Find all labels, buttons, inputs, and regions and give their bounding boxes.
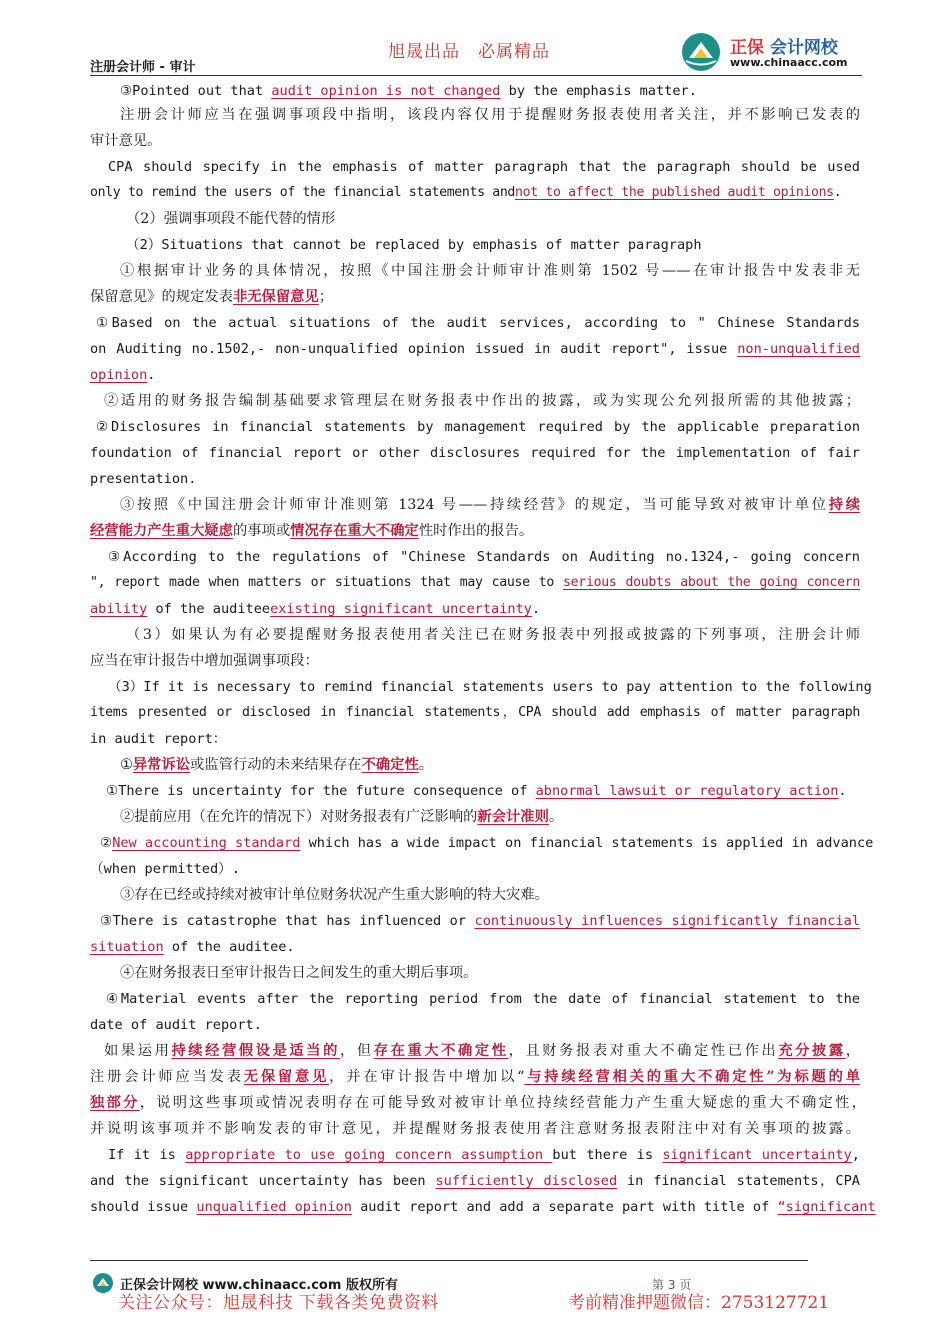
text-line: situation of the auditee.	[90, 939, 295, 955]
text-line: ③存在已经或持续对被审计单位财务状况产生重大影响的特大灾难。	[120, 887, 549, 903]
page-number: 第 3 页	[652, 1278, 692, 1292]
text-line: 独部分，说明这些事项或情况表明存在可能导致对被审计单位持续经营能力产生重大疑虑的重大不确定性，	[90, 1095, 867, 1111]
text-line: ②New accounting standard which has a wide impact on financial statements is applied in advance	[100, 835, 874, 851]
section-heading: （2）强调事项段不能代替的情形	[126, 211, 336, 227]
text-line: If it is appropriate to use going concern assumption but there is significant uncertainty,	[108, 1147, 860, 1163]
text-line: 注册会计师应当发表无保留意见，并在审计报告中增加以“与持续经营相关的重大不确定性”为标题的单	[90, 1069, 860, 1085]
slogan-part-2: 必属精品	[478, 42, 550, 62]
text-line: ①异常诉讼或监管行动的未来结果存在不确定性。	[120, 757, 434, 773]
text-line: 应当在审计报告中增加强调事项段：	[90, 653, 319, 669]
text-line: ②提前应用（在允许的情况下）对财务报表有广泛影响的新会计准则。	[120, 809, 564, 825]
text-line: ", report made when matters or situations that may cause to serious doubts about the going concern	[90, 575, 860, 590]
slogan-part-1: 旭晟出品	[388, 42, 460, 62]
text-line: （3）如果认为有必要提醒财务报表使用者关注已在财务报表中列报或披露的下列事项，注册会计师	[126, 627, 860, 643]
text-line: on Auditing no.1502,- non-unqualified opinion issued in audit report", issue non-unqualified	[90, 341, 860, 357]
watermark-right: 考前精准押题微信：2753127721	[568, 1293, 830, 1313]
text-line: date of audit report.	[90, 1017, 262, 1033]
text-line: 注册会计师应当在强调事项段中指明，该段内容仅用于提醒财务报表使用者关注，并不影响已发表的	[120, 107, 860, 123]
text-line: ②Disclosures in financial statements by management required by the applicable preparation	[96, 419, 860, 435]
text-line: 如果运用持续经营假设是适当的，但存在重大不确定性，且财务报表对重大不确定性已作出充分披露，	[104, 1043, 861, 1059]
text-line: 保留意见》的规定发表非无保留意见；	[90, 289, 334, 305]
page-header	[0, 0, 950, 80]
text-line: 审计意见。	[90, 133, 162, 149]
text-line: （when permitted）.	[90, 861, 240, 877]
text-line: and the significant uncertainty has been sufficiently disclosed in financial statements，CPA	[90, 1173, 860, 1189]
text-line: ③按照《中国注册会计师审计准则第 1324 号——持续经营》的规定，当可能导致对被审计单位持续	[120, 497, 860, 513]
text-line: presentation.	[90, 471, 197, 487]
text-line: （3）If it is necessary to remind financial statements users to pay attention to the following	[108, 679, 872, 695]
section-heading: （2）Situations that cannot be replaced by emphasis of matter paragraph	[126, 237, 702, 253]
text-line: ①根据审计业务的具体情况，按照《中国注册会计师审计准则第 1502 号——在审计报告中发表非无	[120, 263, 860, 279]
text-line: items presented or disclosed in financial statements，CPA should add emphasis of matter paragraph	[90, 705, 860, 720]
watermark-left: 关注公众号：旭晟科技 下载各类免费资料	[118, 1293, 439, 1313]
text-line: CPA should specify in the emphasis of matter paragraph that the paragraph should be used	[108, 159, 860, 175]
brand-logo	[680, 30, 860, 74]
text-line: 并说明该事项并不影响发表的审计意见，并提醒财务报表使用者注意财务报表附注中对有关事项的披露。	[90, 1121, 860, 1137]
text-line: only to remind the users of the financial statements andnot to affect the published audit opinions.	[90, 185, 842, 200]
text-line: should issue unqualified opinion audit report and add a separate part with title of “significant	[90, 1199, 876, 1215]
text-line: ④在财务报表日至审计报告日之间发生的重大期后事项。	[120, 965, 478, 981]
footer-logo-icon	[92, 1272, 114, 1294]
footer-copyright: 正保会计网校 www.chinaacc.com 版权所有	[120, 1278, 398, 1293]
text-line: in audit report：	[90, 731, 227, 747]
text-line: ①Based on the actual situations of the audit services, according to " Chinese Standards	[96, 315, 860, 331]
text-line: 经营能力产生重大疑虑的事项或情况存在重大不确定性时作出的报告。	[90, 523, 534, 539]
text-line: ①There is uncertainty for the future consequence of abnormal lawsuit or regulatory action.	[106, 783, 847, 799]
header-slogan	[388, 37, 568, 62]
header-divider	[90, 75, 862, 76]
text-line: foundation of financial report or other disclosures required for the implementation of fair	[90, 445, 860, 461]
text-line: opinion.	[90, 367, 156, 383]
text-line: ability of the auditeeexisting significant uncertainty.	[90, 601, 541, 617]
subject-title: 注册会计师 - 审计	[90, 60, 196, 75]
brand-url: www.chinaacc.com	[730, 56, 848, 69]
text-line: ④Material events after the reporting period from the date of financial statement to the	[106, 991, 860, 1007]
text-line: ③According to the regulations of "Chinese Standards on Auditing no.1324,- going concern	[108, 549, 860, 565]
brand-logo-icon	[680, 32, 722, 72]
text-line: ②适用的财务报告编制基础要求管理层在财务报表中作出的披露，或为实现公允列报所需的其他披露；	[104, 393, 860, 409]
text-line: ③Pointed out that audit opinion is not changed by the emphasis matter.	[120, 83, 697, 99]
footer-divider	[90, 1260, 808, 1261]
brand-name: 正保 会计网校	[730, 38, 838, 58]
text-line: ③There is catastrophe that has influenced or continuously influences significantly financial	[100, 913, 861, 929]
